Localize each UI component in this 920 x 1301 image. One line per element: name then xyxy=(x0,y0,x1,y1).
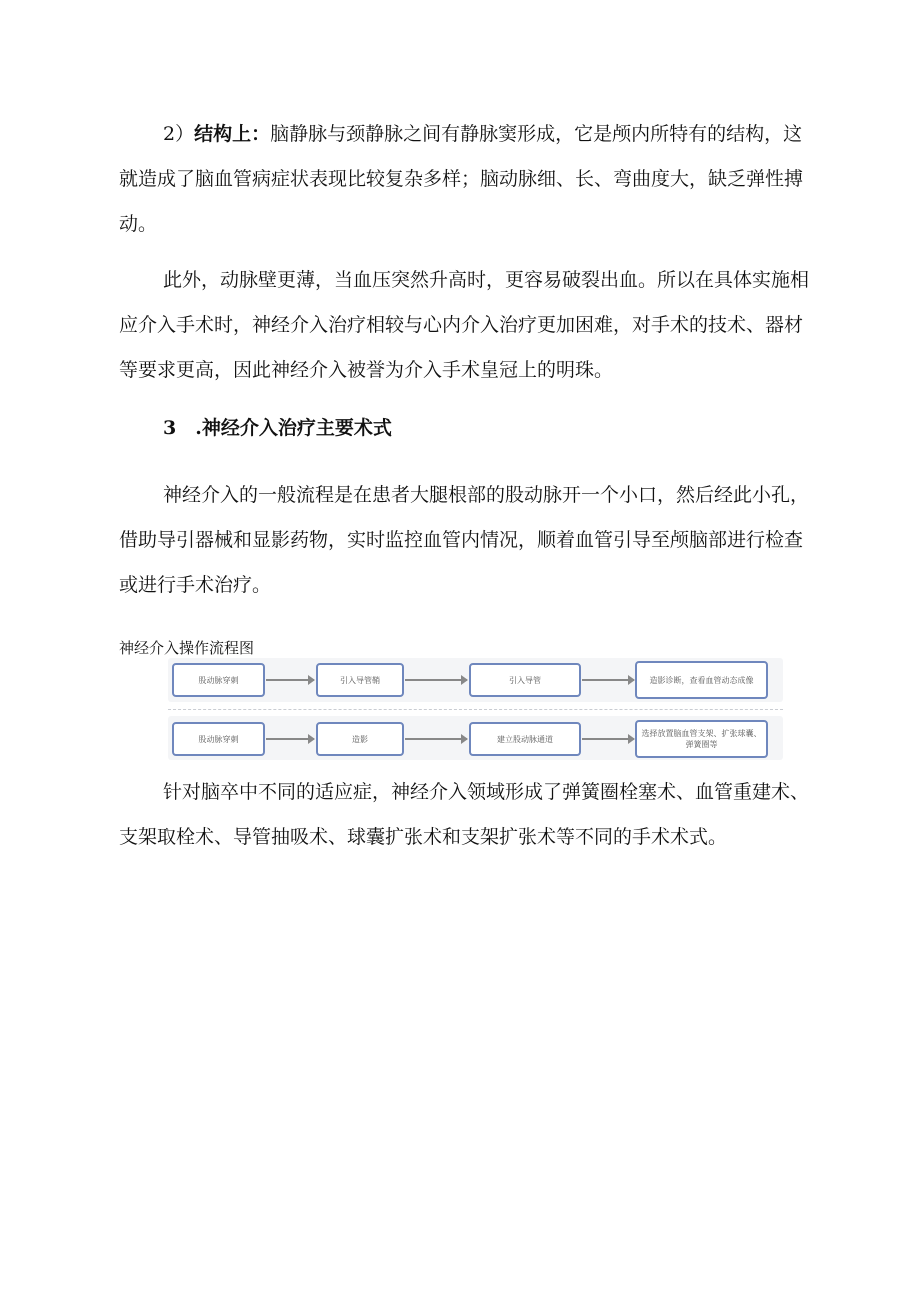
arrow-icon xyxy=(582,738,634,740)
paragraph-structure xyxy=(119,112,819,247)
flow-step-2-3: 建立股动脉通道 xyxy=(469,722,581,756)
flowchart xyxy=(168,656,788,766)
flow-step-1-2: 引入导管鞘 xyxy=(316,663,404,697)
flow-step-1-3: 引入导管 xyxy=(469,663,581,697)
paragraph-text: 针对脑卒中不同的适应症，神经介入领域形成了弹簧圈栓塞术、血管重建术、支架取栓术、导管抽吸术、球囊扩张术和支架扩张术等不同的手术术式。 xyxy=(119,781,810,848)
arrow-icon xyxy=(405,738,467,740)
arrow-icon xyxy=(405,679,467,681)
arrow-icon xyxy=(582,679,634,681)
flow-step-2-1: 股动脉穿刺 xyxy=(172,722,265,756)
paragraph-text: 此外，动脉壁更薄，当血压突然升高时，更容易破裂出血。所以在具体实施相应介入手术时，神经介入治疗相较与心内介入治疗更加困难，对手术的技术、器材等要求更高，因此神经介入被誉为介入手术皇冠上的明珠。 xyxy=(119,269,810,381)
flow-divider xyxy=(168,709,783,710)
paragraph-procedure xyxy=(119,473,819,608)
figure-title: 神经介入操作流程图 xyxy=(119,639,255,657)
bold-label: 结构上： xyxy=(194,123,271,145)
paragraph-surgical-methods xyxy=(119,770,819,860)
paragraph-vessel-wall xyxy=(119,258,819,393)
paragraph-prefix: 2） xyxy=(163,123,195,145)
flow-step-2-2: 造影 xyxy=(316,722,404,756)
paragraph-text: 脑静脉与颈静脉之间有静脉窦形成，它是颅内所特有的结构，这就造成了脑血管病症状表现比较复杂多样；脑动脉细、长、弯曲度大，缺乏弹性搏动。 xyxy=(119,123,804,235)
arrow-icon xyxy=(266,738,314,740)
flow-step-1-1: 股动脉穿刺 xyxy=(172,663,265,697)
paragraph-text: 神经介入的一般流程是在患者大腿根部的股动脉开一个小口，然后经此小孔，借助导引器械和显影药物，实时监控血管内情况，顺着血管引导至颅脑部进行检查或进行手术治疗。 xyxy=(119,484,810,596)
flow-step-2-4: 选择放置脑血管支架、扩张球囊、弹簧圈等 xyxy=(635,720,768,758)
arrow-icon xyxy=(266,679,314,681)
section-heading: 3 .神经介入治疗主要术式 xyxy=(163,417,392,439)
flow-step-1-4: 造影诊断，查看血管动态成像 xyxy=(635,661,768,699)
